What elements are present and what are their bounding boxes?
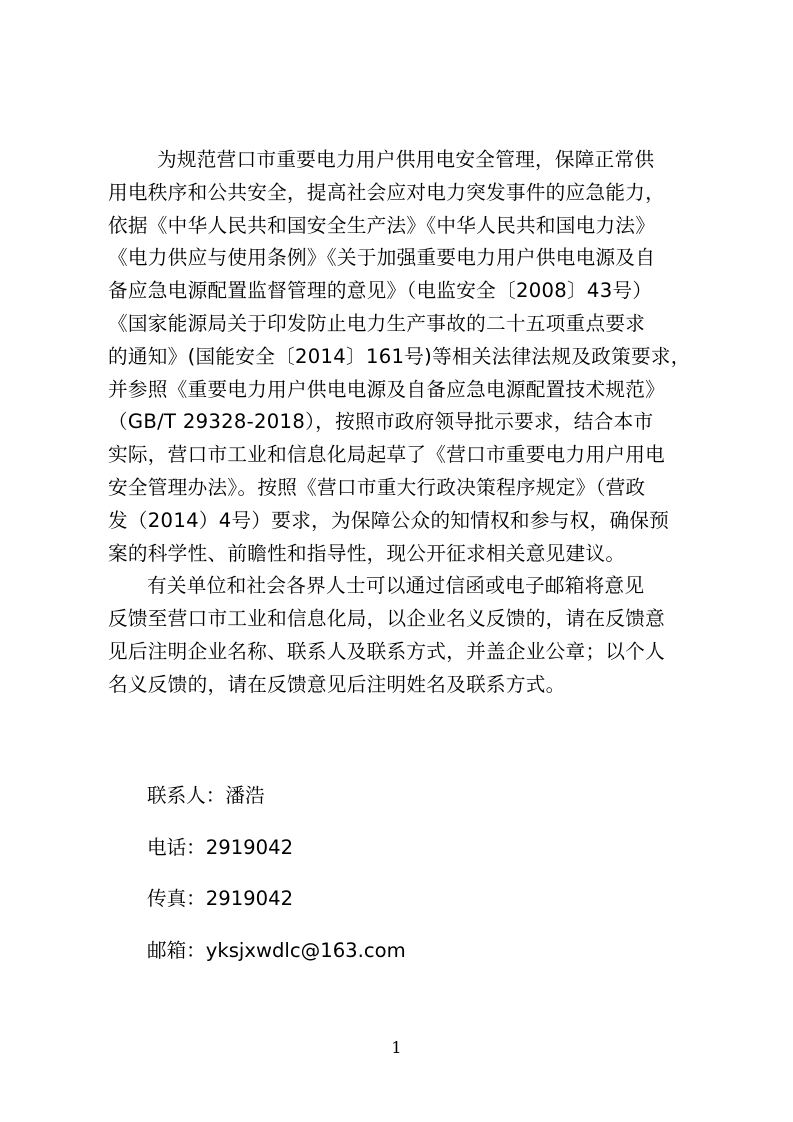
page-number: 1	[391, 1038, 402, 1057]
contact-fax: 传真：2919042	[147, 887, 294, 910]
contact-email: 邮箱：yksjxwdlc@163.com	[147, 938, 406, 962]
document-body	[108, 144, 698, 702]
paragraph-feedback-instructions: 有关单位和社会各界人士可以通过信函或电子邮箱将意见 反馈至营口市工业和信息化局，以企业名义反馈的，请在反馈意 见后注明企业名称、联系人及联系方式，并盖企业公章；以个人 名义反馈的，请在反馈意见后注明姓名及联系方式。	[108, 574, 666, 696]
contact-info	[147, 783, 707, 989]
paragraph-purpose: 为规范营口市重要电力用户供用电安全管理，保障正常供 用电秩序和公共安全，提高社会应对电力突发事件的应急能力， 依据《中华人民共和国安全生产法》《中华人民共和国电力法》 《电力供应与使用条例》《关于加强重要电力用户供电电源及自 备应急电源配置监督管理的意见》（电监安全〔2008〕43号） 《国家能源局关于印发防止电力生产事故的二十五项重点要求 的通知》(国能安全〔2014〕161号)等相关法律法规及政策要求， 并参照《重要电力用户供电电源及自备应急电源配置技术规范》 （GB/T 29328-2018），按照市政府领导批示要求，结合本市 实际，营口市工业和信息化局起草了《营口市重要电力用户用电 安全管理办法》。按照《营口市重大行政决策程序规定》（营政 发（2014）4号）要求，为保障公众的知情权和参与权，确保预 案的科学性、前瞻性和指导性，现公开征求相关意见建议。	[108, 148, 691, 565]
contact-person: 联系人：潘浩	[147, 784, 265, 807]
contact-phone: 电话：2919042	[147, 835, 294, 859]
